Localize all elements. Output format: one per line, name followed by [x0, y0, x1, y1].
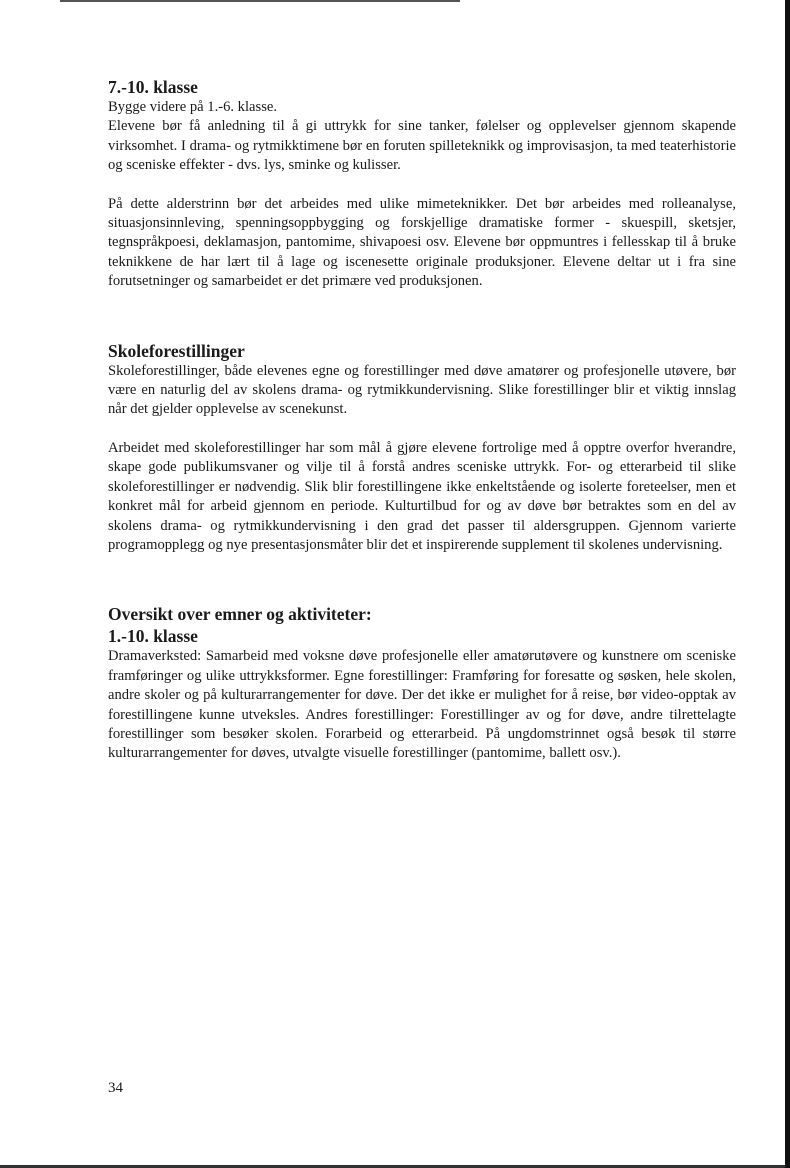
section-heading-7-10-klasse: 7.-10. klasse	[108, 77, 198, 97]
paragraph: På dette alderstrinn bør det arbeides med ulike mimeteknikker. Det bør arbeides med rolleanalyse, situasjonsinnleving, spenningsoppbygging og forskjellige dramatiske former - skuespill, sketsjer, tegnspråkpoesi, deklamasjon, pantomime, shivapoesi osv. Elevene bør oppmuntres i fellesskap til å bruke teknikkene de har lært til å lage og iscenesette originale produksjoner. Elevene deltar ut i fra sine forutsetninger og samarbeidet er det primære ved produksjonen.	[108, 195, 736, 290]
paragraph: Skoleforestillinger, både elevenes egne og forestillinger med døve amatører og profesjonelle utøvere, bør være en naturlig del av skolens drama- og rytmikkundervisning. Slike forestillinger blir et viktig innslag når det gjelder opplevelse av scenekunst.	[108, 362, 736, 418]
paragraph: Bygge videre på 1.-6. klasse.	[108, 99, 277, 115]
page-number: 34	[108, 1080, 123, 1096]
paragraph: Arbeidet med skoleforestillinger har som mål å gjøre elevene fortrolige med å opptre overfor hverandre, skape gode publikumsvaner og vilje til å forstå andres sceniske uttrykk. For- og etterarbeid til slike skoleforestillinger er nødvendig. Slik blir forestillingene ikke enkeltstående og isolerte foreteelser, men et konkret mål for arbeid gjennom en periode. Kulturtilbud for og av døve bør betraktes som en del av skolens drama- og rytmikkundervisning i den grad det passer til aldersgruppen. Gjennom varierte programopplegg og nye presentasjonsmåter blir det et inspirerende supplement til skolenes undervisning.	[108, 439, 736, 553]
scan-edge-top	[60, 0, 460, 2]
paragraph: Elevene bør få anledning til å gi uttrykk for sine tanker, følelser og opplevelser gjennom skapende virksomhet. I drama- og rytmikktimene bør en foruten spilleteknikk og improvisasjon, ta med teaterhistorie og sceniske effekter - dvs. lys, sminke og kulisser.	[108, 118, 736, 174]
section-subheading-1-10-klasse: 1.-10. klasse	[108, 626, 198, 647]
scan-edge-right	[785, 0, 790, 1168]
section-heading-oversikt: Oversikt over emner og aktiviteter:	[108, 604, 372, 625]
paragraph: Dramaverksted: Samarbeid med voksne døve profesjonelle eller amatørutøvere og kunstnere om sceniske framføringer og ulike uttrykksformer. Egne forestillinger: Framføring for foresatte og søsken, hele skolen, andre skoler og på kulturarrangementer for døve. Der det ikke er mulighet for å reise, bør video-opptak av forestillingene kunne utveksles. Andres forestillinger: Forestillinger av og for døve, andre tilrettelagte forestillinger som besøker skolen. Forarbeid og etterarbeid. På ungdomstrinnet også besøk til større kulturarrangementer for døves, utvalgte visuelle forestillinger (pantomime, ballett osv.).	[108, 648, 736, 762]
page-content	[108, 76, 736, 764]
section-heading-skoleforestillinger: Skoleforestillinger	[108, 340, 245, 361]
